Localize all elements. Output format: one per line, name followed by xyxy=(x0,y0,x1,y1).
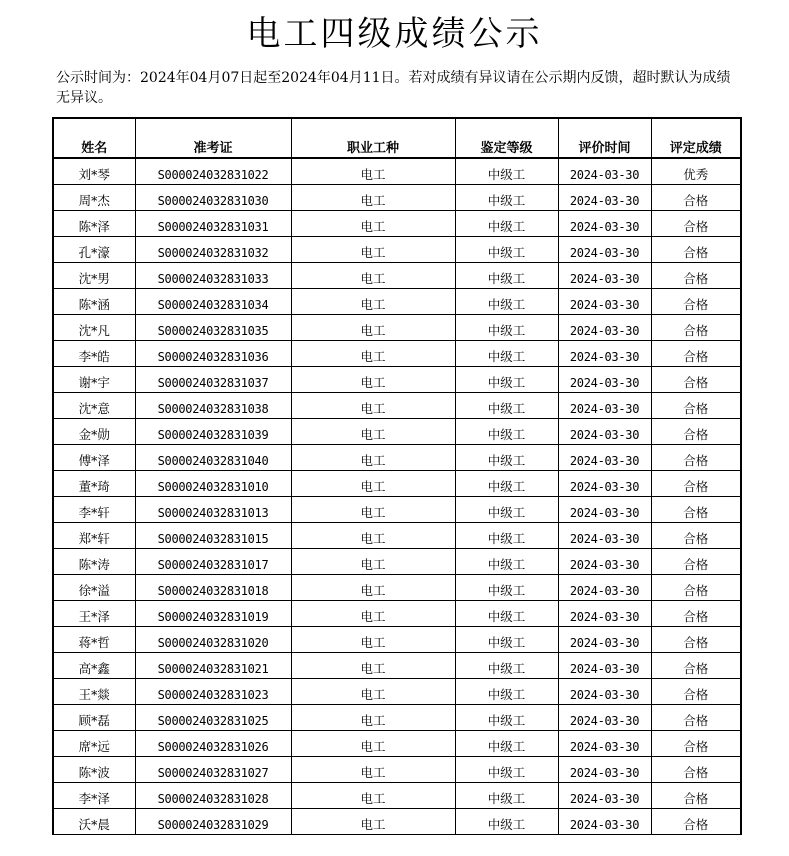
occupation-cell: 电工 xyxy=(291,341,455,367)
occupation-cell: 电工 xyxy=(291,211,455,237)
result-cell: 合格 xyxy=(651,575,741,601)
level-cell: 中级工 xyxy=(455,731,558,757)
exam-id-cell: S000024032831030 xyxy=(135,185,291,211)
table-row xyxy=(53,757,741,783)
name-cell: 沃*晨 xyxy=(53,809,135,835)
name-cell: 周*杰 xyxy=(53,185,135,211)
table-row xyxy=(53,263,741,289)
name-cell: 席*远 xyxy=(53,731,135,757)
level-cell: 中级工 xyxy=(455,315,558,341)
eval-date-cell: 2024-03-30 xyxy=(558,731,651,757)
exam-id-cell: S000024032831027 xyxy=(135,757,291,783)
name-cell: 陈*泽 xyxy=(53,211,135,237)
level-cell: 中级工 xyxy=(455,653,558,679)
result-cell: 合格 xyxy=(651,679,741,705)
exam-id-cell: S000024032831028 xyxy=(135,783,291,809)
occupation-cell: 电工 xyxy=(291,809,455,835)
header-exam-id: 准考证 xyxy=(135,118,291,158)
occupation-cell: 电工 xyxy=(291,575,455,601)
result-cell: 合格 xyxy=(651,783,741,809)
occupation-cell: 电工 xyxy=(291,158,455,185)
level-cell: 中级工 xyxy=(455,471,558,497)
table-row xyxy=(53,158,741,185)
exam-id-cell: S000024032831023 xyxy=(135,679,291,705)
occupation-cell: 电工 xyxy=(291,679,455,705)
header-eval-date: 评价时间 xyxy=(558,118,651,158)
level-cell: 中级工 xyxy=(455,185,558,211)
exam-id-cell: S000024032831034 xyxy=(135,289,291,315)
header-result: 评定成绩 xyxy=(651,118,741,158)
table-header-row xyxy=(53,118,741,158)
name-cell: 金*勋 xyxy=(53,419,135,445)
occupation-cell: 电工 xyxy=(291,393,455,419)
result-cell: 合格 xyxy=(651,367,741,393)
exam-id-cell: S000024032831013 xyxy=(135,497,291,523)
result-cell: 合格 xyxy=(651,445,741,471)
table-row xyxy=(53,445,741,471)
name-cell: 陈*涛 xyxy=(53,549,135,575)
level-cell: 中级工 xyxy=(455,158,558,185)
page-title: 电工四级成绩公示 xyxy=(246,14,543,54)
name-cell: 沈*男 xyxy=(53,263,135,289)
result-cell: 合格 xyxy=(651,315,741,341)
result-cell: 合格 xyxy=(651,705,741,731)
eval-date-cell: 2024-03-30 xyxy=(558,757,651,783)
level-cell: 中级工 xyxy=(455,263,558,289)
eval-date-cell: 2024-03-30 xyxy=(558,809,651,835)
level-cell: 中级工 xyxy=(455,705,558,731)
occupation-cell: 电工 xyxy=(291,185,455,211)
result-cell: 合格 xyxy=(651,289,741,315)
result-cell: 合格 xyxy=(651,185,741,211)
occupation-cell: 电工 xyxy=(291,757,455,783)
score-table xyxy=(52,117,742,835)
eval-date-cell: 2024-03-30 xyxy=(558,237,651,263)
table-row xyxy=(53,237,741,263)
eval-date-cell: 2024-03-30 xyxy=(558,185,651,211)
occupation-cell: 电工 xyxy=(291,627,455,653)
eval-date-cell: 2024-03-30 xyxy=(558,211,651,237)
result-cell: 合格 xyxy=(651,211,741,237)
eval-date-cell: 2024-03-30 xyxy=(558,341,651,367)
name-cell: 李*皓 xyxy=(53,341,135,367)
table-row xyxy=(53,289,741,315)
name-cell: 郑*轩 xyxy=(53,523,135,549)
eval-date-cell: 2024-03-30 xyxy=(558,289,651,315)
occupation-cell: 电工 xyxy=(291,367,455,393)
table-row xyxy=(53,367,741,393)
table-row xyxy=(53,393,741,419)
eval-date-cell: 2024-03-30 xyxy=(558,419,651,445)
header-occupation: 职业工种 xyxy=(291,118,455,158)
exam-id-cell: S000024032831025 xyxy=(135,705,291,731)
name-cell: 谢*宇 xyxy=(53,367,135,393)
eval-date-cell: 2024-03-30 xyxy=(558,705,651,731)
name-cell: 李*泽 xyxy=(53,783,135,809)
table-body xyxy=(53,158,741,835)
level-cell: 中级工 xyxy=(455,757,558,783)
table-row xyxy=(53,575,741,601)
table-row xyxy=(53,731,741,757)
exam-id-cell: S000024032831029 xyxy=(135,809,291,835)
eval-date-cell: 2024-03-30 xyxy=(558,653,651,679)
header-level: 鉴定等级 xyxy=(455,118,558,158)
exam-id-cell: S000024032831036 xyxy=(135,341,291,367)
eval-date-cell: 2024-03-30 xyxy=(558,445,651,471)
publicity-notice: 公示时间为：2024年04月07日起至2024年04月11日。若对成绩有异议请在公示期内反馈，超时默认为成绩无异议。 xyxy=(56,70,731,106)
occupation-cell: 电工 xyxy=(291,783,455,809)
table-row xyxy=(53,653,741,679)
name-cell: 沈*凡 xyxy=(53,315,135,341)
exam-id-cell: S000024032831026 xyxy=(135,731,291,757)
name-cell: 刘*琴 xyxy=(53,158,135,185)
name-cell: 徐*溢 xyxy=(53,575,135,601)
exam-id-cell: S000024032831032 xyxy=(135,237,291,263)
eval-date-cell: 2024-03-30 xyxy=(558,679,651,705)
eval-date-cell: 2024-03-30 xyxy=(558,575,651,601)
table-row xyxy=(53,679,741,705)
name-cell: 李*轩 xyxy=(53,497,135,523)
eval-date-cell: 2024-03-30 xyxy=(558,627,651,653)
occupation-cell: 电工 xyxy=(291,263,455,289)
exam-id-cell: S000024032831017 xyxy=(135,549,291,575)
level-cell: 中级工 xyxy=(455,575,558,601)
result-cell: 合格 xyxy=(651,757,741,783)
name-cell: 傅*泽 xyxy=(53,445,135,471)
table-row xyxy=(53,497,741,523)
occupation-cell: 电工 xyxy=(291,419,455,445)
occupation-cell: 电工 xyxy=(291,523,455,549)
eval-date-cell: 2024-03-30 xyxy=(558,315,651,341)
eval-date-cell: 2024-03-30 xyxy=(558,497,651,523)
table-row xyxy=(53,705,741,731)
occupation-cell: 电工 xyxy=(291,289,455,315)
eval-date-cell: 2024-03-30 xyxy=(558,367,651,393)
result-cell: 合格 xyxy=(651,653,741,679)
exam-id-cell: S000024032831022 xyxy=(135,158,291,185)
occupation-cell: 电工 xyxy=(291,497,455,523)
eval-date-cell: 2024-03-30 xyxy=(558,523,651,549)
exam-id-cell: S000024032831040 xyxy=(135,445,291,471)
occupation-cell: 电工 xyxy=(291,237,455,263)
name-cell: 沈*意 xyxy=(53,393,135,419)
level-cell: 中级工 xyxy=(455,367,558,393)
exam-id-cell: S000024032831033 xyxy=(135,263,291,289)
exam-id-cell: S000024032831021 xyxy=(135,653,291,679)
level-cell: 中级工 xyxy=(455,523,558,549)
level-cell: 中级工 xyxy=(455,601,558,627)
table-row xyxy=(53,523,741,549)
level-cell: 中级工 xyxy=(455,809,558,835)
table-row xyxy=(53,341,741,367)
level-cell: 中级工 xyxy=(455,679,558,705)
name-cell: 孔*濠 xyxy=(53,237,135,263)
occupation-cell: 电工 xyxy=(291,653,455,679)
level-cell: 中级工 xyxy=(455,211,558,237)
result-cell: 合格 xyxy=(651,809,741,835)
exam-id-cell: S000024032831039 xyxy=(135,419,291,445)
name-cell: 王*燚 xyxy=(53,679,135,705)
exam-id-cell: S000024032831035 xyxy=(135,315,291,341)
exam-id-cell: S000024032831031 xyxy=(135,211,291,237)
exam-id-cell: S000024032831020 xyxy=(135,627,291,653)
table-row xyxy=(53,601,741,627)
eval-date-cell: 2024-03-30 xyxy=(558,783,651,809)
level-cell: 中级工 xyxy=(455,419,558,445)
result-cell: 合格 xyxy=(651,627,741,653)
eval-date-cell: 2024-03-30 xyxy=(558,471,651,497)
table-row xyxy=(53,809,741,835)
occupation-cell: 电工 xyxy=(291,549,455,575)
name-cell: 王*泽 xyxy=(53,601,135,627)
occupation-cell: 电工 xyxy=(291,705,455,731)
result-cell: 合格 xyxy=(651,237,741,263)
exam-id-cell: S000024032831018 xyxy=(135,575,291,601)
result-cell: 合格 xyxy=(651,419,741,445)
eval-date-cell: 2024-03-30 xyxy=(558,393,651,419)
result-cell: 优秀 xyxy=(651,158,741,185)
level-cell: 中级工 xyxy=(455,549,558,575)
eval-date-cell: 2024-03-30 xyxy=(558,158,651,185)
result-cell: 合格 xyxy=(651,523,741,549)
eval-date-cell: 2024-03-30 xyxy=(558,549,651,575)
occupation-cell: 电工 xyxy=(291,471,455,497)
result-cell: 合格 xyxy=(651,341,741,367)
result-cell: 合格 xyxy=(651,471,741,497)
level-cell: 中级工 xyxy=(455,393,558,419)
exam-id-cell: S000024032831019 xyxy=(135,601,291,627)
level-cell: 中级工 xyxy=(455,783,558,809)
name-cell: 蒋*哲 xyxy=(53,627,135,653)
exam-id-cell: S000024032831015 xyxy=(135,523,291,549)
level-cell: 中级工 xyxy=(455,627,558,653)
table-row xyxy=(53,185,741,211)
table-row xyxy=(53,315,741,341)
occupation-cell: 电工 xyxy=(291,315,455,341)
level-cell: 中级工 xyxy=(455,497,558,523)
level-cell: 中级工 xyxy=(455,341,558,367)
occupation-cell: 电工 xyxy=(291,731,455,757)
name-cell: 顾*磊 xyxy=(53,705,135,731)
table-row xyxy=(53,471,741,497)
name-cell: 高*鑫 xyxy=(53,653,135,679)
header-name: 姓名 xyxy=(53,118,135,158)
name-cell: 陈*波 xyxy=(53,757,135,783)
table-row xyxy=(53,419,741,445)
result-cell: 合格 xyxy=(651,549,741,575)
result-cell: 合格 xyxy=(651,263,741,289)
level-cell: 中级工 xyxy=(455,445,558,471)
occupation-cell: 电工 xyxy=(291,445,455,471)
table-row xyxy=(53,783,741,809)
exam-id-cell: S000024032831038 xyxy=(135,393,291,419)
result-cell: 合格 xyxy=(651,497,741,523)
name-cell: 陈*涵 xyxy=(53,289,135,315)
name-cell: 董*琦 xyxy=(53,471,135,497)
level-cell: 中级工 xyxy=(455,289,558,315)
occupation-cell: 电工 xyxy=(291,601,455,627)
table-row xyxy=(53,211,741,237)
result-cell: 合格 xyxy=(651,393,741,419)
result-cell: 合格 xyxy=(651,601,741,627)
table-row xyxy=(53,549,741,575)
exam-id-cell: S000024032831037 xyxy=(135,367,291,393)
exam-id-cell: S000024032831010 xyxy=(135,471,291,497)
eval-date-cell: 2024-03-30 xyxy=(558,601,651,627)
result-cell: 合格 xyxy=(651,731,741,757)
level-cell: 中级工 xyxy=(455,237,558,263)
table-row xyxy=(53,627,741,653)
eval-date-cell: 2024-03-30 xyxy=(558,263,651,289)
